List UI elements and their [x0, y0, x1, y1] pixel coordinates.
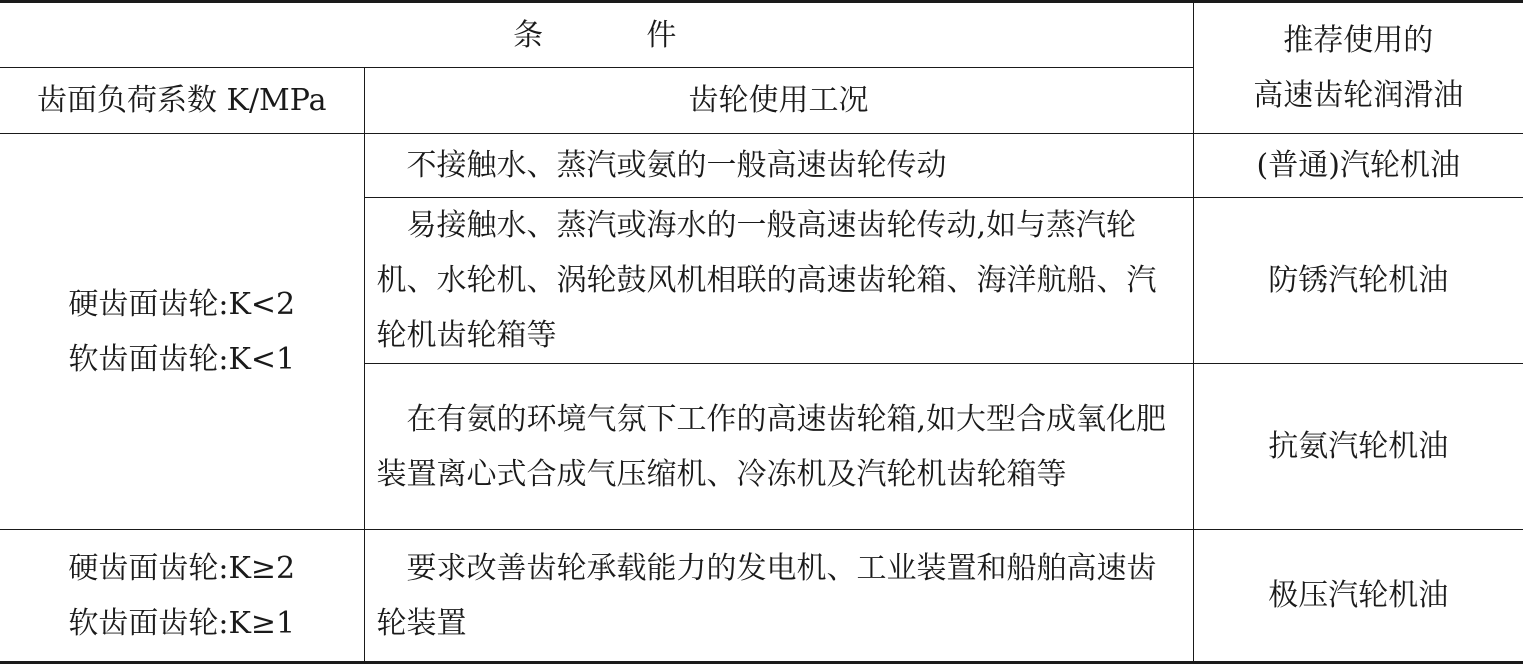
usage-cell: 要求改善齿轮承载能力的发电机、工业装置和船舶高速齿轮装置 [364, 530, 1193, 663]
load-group-2-soft: 软齿面齿轮:K≥1 [68, 605, 296, 641]
header-row-top [0, 2, 1523, 68]
oil-cell: 极压汽轮机油 [1193, 530, 1523, 663]
header-recommended-line-2: 高速齿轮润滑油 [1253, 78, 1464, 113]
load-group-2-hard: 硬齿面齿轮:K≥2 [68, 550, 296, 586]
load-group-2 [0, 530, 364, 663]
usage-cell: 不接触水、蒸汽或氨的一般高速齿轮传动 [364, 134, 1193, 198]
load-group-1 [0, 134, 364, 530]
header-usage: 齿轮使用工况 [364, 68, 1193, 134]
header-conditions: 条 件 [0, 2, 1193, 68]
table-row [0, 530, 1523, 663]
oil-cell: 抗氨汽轮机油 [1193, 364, 1523, 530]
usage-cell: 在有氨的环境气氛下工作的高速齿轮箱,如大型合成氧化肥装置离心式合成气压缩机、冷冻机及汽轮机齿轮箱等 [364, 364, 1193, 530]
oil-cell: (普通)汽轮机油 [1193, 134, 1523, 198]
load-group-1-hard: 硬齿面齿轮:K<2 [68, 286, 296, 322]
header-recommended-line-1: 推荐使用的 [1283, 23, 1434, 58]
load-group-1-soft: 软齿面齿轮:K<1 [68, 341, 296, 377]
usage-cell: 易接触水、蒸汽或海水的一般高速齿轮传动,如与蒸汽轮机、水轮机、涡轮鼓风机相联的高速齿轮箱、海洋航船、汽轮机齿轮箱等 [364, 198, 1193, 364]
header-recommended-oil [1193, 2, 1523, 134]
oil-cell: 防锈汽轮机油 [1193, 198, 1523, 364]
table-row [0, 134, 1523, 198]
header-load-factor: 齿面负荷系数 K/MPa [0, 68, 364, 134]
